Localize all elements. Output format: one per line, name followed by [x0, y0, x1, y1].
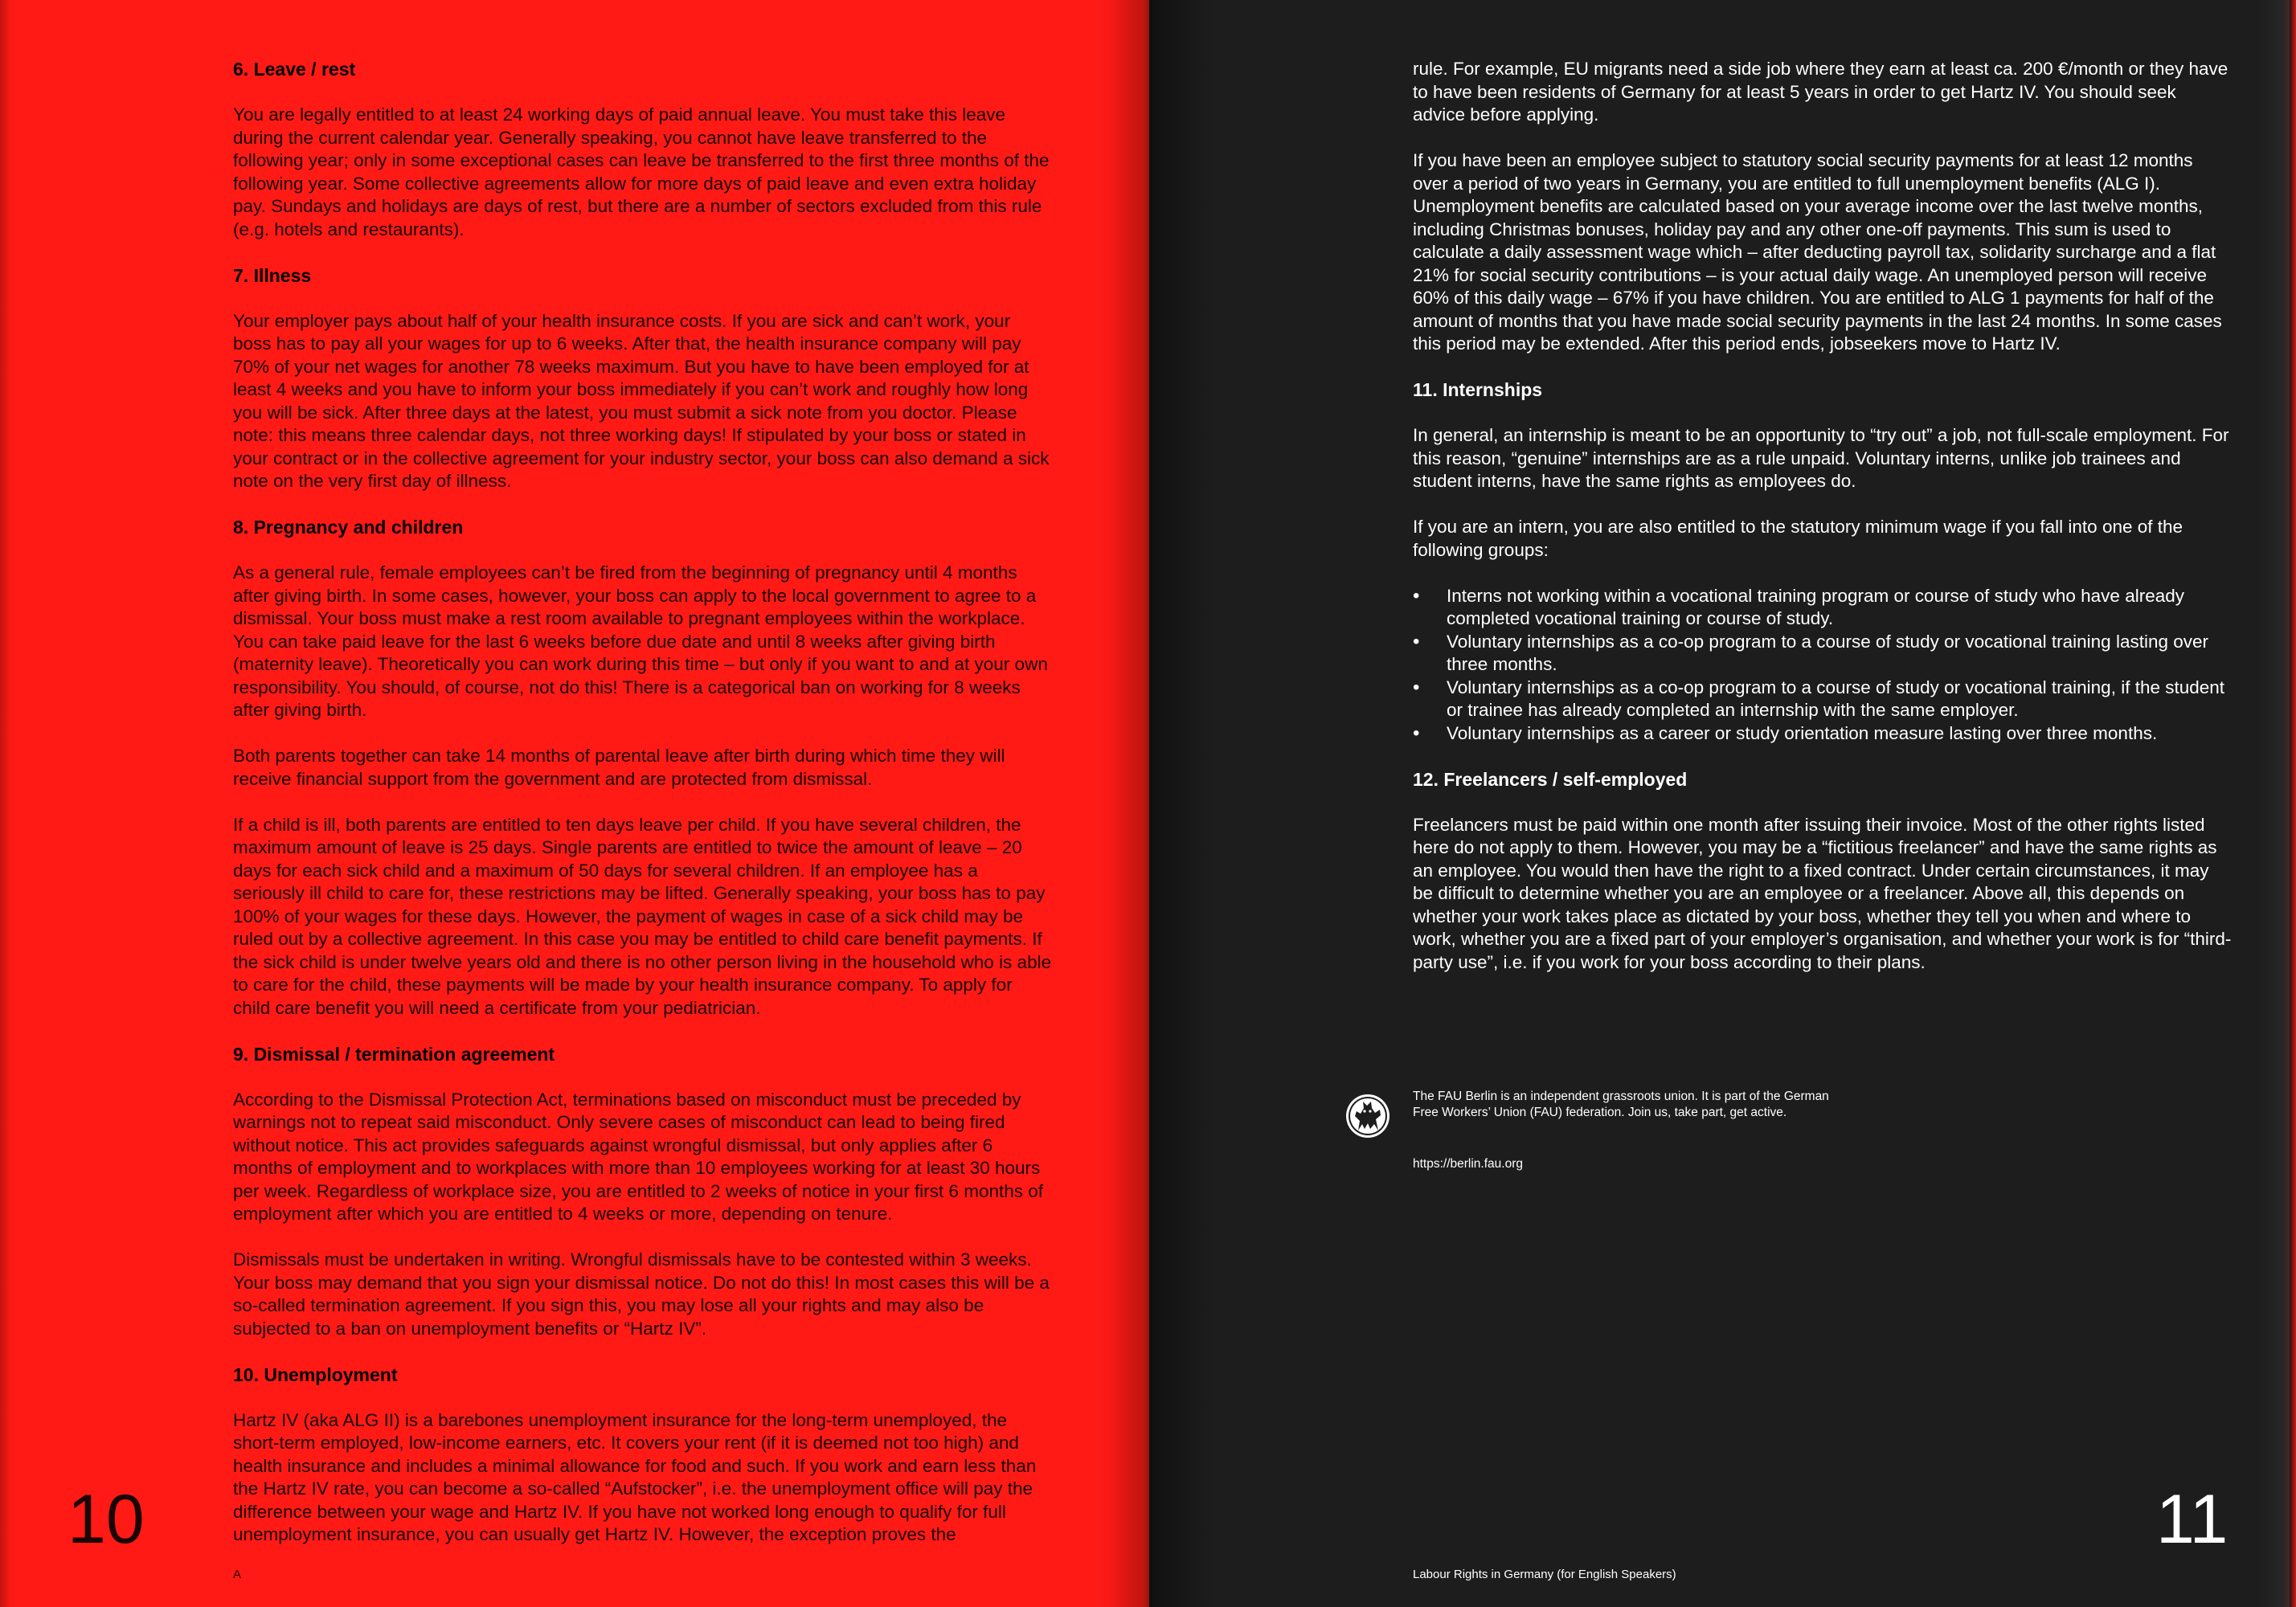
left-text-column	[233, 58, 1053, 1569]
right-text-column	[1413, 58, 2233, 997]
section-heading-illness: 7. Illness	[233, 264, 312, 286]
list-item: • Voluntary internships as a co-op program to a course of study or vocational training, if the student or trainee has already completed an internship with the same employer.	[1413, 677, 2233, 722]
internship-groups-list	[1413, 585, 2233, 746]
fau-url-link[interactable]: https://berlin.fau.org	[1413, 1157, 1523, 1171]
page-footer-right: Labour Rights in Germany (for English Speakers)	[1413, 1568, 1676, 1581]
page-number-left: 10	[68, 1481, 145, 1558]
paragraph: In general, an internship is meant to be an opportunity to “try out” a job, not full-scale employment. For this reason, “genuine” internships are as a rule unpaid. Voluntary interns, unlike job trainees and student interns, have the same rights as employees do.	[1413, 425, 2229, 491]
list-item: • Interns not working within a vocational training program or course of study who have already completed vocational training or course of study.	[1413, 585, 2233, 631]
section-heading-unemployment: 10. Unemployment	[233, 1364, 398, 1385]
paragraph: If you are an intern, you are also entitled to the statutory minimum wage if you fall into one of the following groups:	[1413, 517, 2183, 560]
section-heading-dismissal: 9. Dismissal / termination agreement	[233, 1043, 555, 1065]
black-cat-icon	[1344, 1092, 1392, 1140]
paragraph: According to the Dismissal Protection Act, terminations based on misconduct must be preceded by warnings not to repeat said misconduct. Only severe cases of misconduct can lead to being fired without notice. This act provides safeguards against wrongful dismissal, but only applies after 6 months of employment and to workplaces with more than 10 employees working for at least 30 hours per week. Regardless of workplace size, you are entitled to 2 weeks of notice in your first 6 months of employment after which you are entitled to 4 weeks or more, depending on tenure.	[233, 1089, 1043, 1224]
list-item: • Voluntary internships as a career or study orientation measure lasting over three months.	[1413, 722, 2233, 746]
paragraph: If a child is ill, both parents are entitled to ten days leave per child. If you have several children, the maximum amount of leave is 25 days. Single parents are entitled to twice the amount of leave – 20 days for each sick child and a maximum of 50 days for several children. If an employee has a seriously ill child to care for, these restrictions may be lifted. Generally speaking, your boss has to pay 100% of your wages for these days. However, the payment of wages in case of a sick child may be ruled out by a collective agreement. In this case you may be entitled to child care benefit payments. If the sick child is under twelve years old and there is no other person living in the household who is able to care for the child, these payments will be made by your health insurance company. To apply for child care benefit you will need a certificate from your pediatrician.	[233, 814, 1052, 1018]
section-heading-internships: 11. Internships	[1413, 379, 1543, 400]
page-footer-left: A	[233, 1568, 242, 1581]
paragraph: Freelancers must be paid within one month after issuing their invoice. Most of the other rights listed here do not apply to them. However, you may be a “fictitious freelancer” and have the same rights as an employee. You would then have the right to a fixed contract. Under certain circumstances, it may be difficult to determine whether you are an employee or a freelancer. Above all, this depends on whether your work takes place as dictated by your boss, whether they tell you when and where to work, whether you are a fixed part of your employer’s organisation, and whether your work is for “third-party use”, i.e. if you work for your boss according to their plans.	[1413, 814, 2232, 972]
paragraph: Hartz IV (aka ALG II) is a barebones unemployment insurance for the long-term unemployed, the short-term employed, low-income earners, etc. It covers your rent (if it is deemed not too high) and health insurance and includes a minimal allowance for food and such. If you work and earn less than the Hartz IV rate, you can become a so-called “Aufstocker”, i.e. the unemployment office will pay the difference between your wage and Hartz IV. If you have not worked long enough to qualify for full unemployment insurance, you can usually get Hartz IV. However, the exception proves the	[233, 1409, 1037, 1544]
paragraph: rule. For example, EU migrants need a side job where they earn at least ca. 200 €/month or they have to have been residents of Germany for at least 5 years in order to get Hartz IV. You should seek advice before applying.	[1413, 59, 2228, 125]
paragraph: As a general rule, female employees can’t be fired from the beginning of pregnancy until 4 months after giving birth. In some cases, however, your boss can apply to the local government to agree to a dismissal. Your boss must make a rest room available to pregnant employees within the workplace. You can take paid leave for the last 6 weeks before due date and until 8 weeks after giving birth (maternity leave). Theoretically you can work during this time – but only if you want to and at your own responsibility. You should, of course, not do this! There is a categorical ban on working for 8 weeks after giving birth.	[233, 562, 1048, 720]
section-heading-freelancers: 12. Freelancers / self-employed	[1413, 768, 1688, 790]
list-item: • Voluntary internships as a co-op program to a course of study or vocational training lasting over three months.	[1413, 631, 2233, 677]
paragraph: Both parents together can take 14 months of parental leave after birth during which time they will receive financial support from the government and are protected from dismissal.	[233, 746, 1005, 789]
paragraph: Your employer pays about half of your health insurance costs. If you are sick and can’t work, your boss has to pay all your wages for up to 6 weeks. After that, the health insurance company will pay 70% of your net wages for another 78 weeks maximum. But you have to have been employed for at least 4 weeks and you have to inform your boss immediately if you can’t work and roughly how long you will be sick. After three days at the latest, you must submit a sick note from you doctor. Please note: this means three calendar days, not three working days! If stipulated by your boss or stated in your contract or in the collective agreement for your industry sector, your boss can also demand a sick note on the very first day of illness.	[233, 310, 1050, 491]
paragraph: Dismissals must be undertaken in writing. Wrongful dismissals have to be contested within 3 weeks. Your boss may demand that you sign your dismissal notice. Do not do this! In most cases this will be a so-called termination agreement. If you sign this, you may lose all your rights and may also be subjected to a ban on unemployment benefits or “Hartz IV”.	[233, 1249, 1050, 1339]
fau-description: The FAU Berlin is an independent grassroots union. It is part of the German Free Workers’ Union (FAU) federation. Join us, take part, get active.	[1413, 1090, 1829, 1119]
page-number-right: 11	[2156, 1481, 2228, 1558]
paragraph: If you have been an employee subject to statutory social security payments for at least 12 months over a period of two years in Germany, you are entitled to full unemployment benefits (ALG I). Unemployment benefits are calculated based on your average income over the last twelve months, including Christmas bonuses, holiday pay and any other one-off payments. This sum is used to calculate a daily assessment wage which – after deducting payroll tax, solidarity surcharge and a flat 21% for social security contributions – is your actual daily wage. An unemployed person will receive 60% of this daily wage – 67% if you have children. You are entitled to ALG 1 payments for half of the amount of months that you have made social security payments in the last 24 months. In some cases this period may be extended. After this period ends, jobseekers move to Hartz IV.	[1413, 150, 2222, 354]
section-heading-pregnancy: 8. Pregnancy and children	[233, 517, 464, 538]
section-heading-leave: 6. Leave / rest	[233, 59, 356, 80]
paragraph: You are legally entitled to at least 24 working days of paid annual leave. You must take this leave during the current calendar year. Generally speaking, you cannot have leave transferred to the following year; only in some exceptional cases can leave be transferred to the first three months of the following year. Some collective agreements allow for more days of paid leave and even extra holiday pay. Sundays and holidays are days of rest, but there are a number of sectors excluded from this rule (e.g. hotels and restaurants).	[233, 104, 1050, 239]
